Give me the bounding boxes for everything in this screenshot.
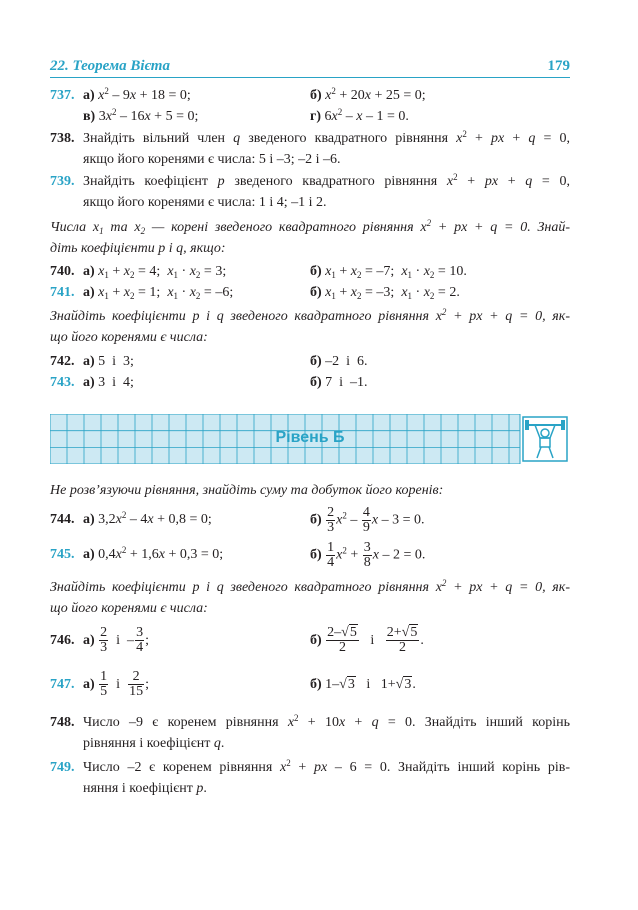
exercise-744 — [50, 506, 570, 534]
exercise-number: 739. — [50, 174, 75, 189]
exercise-text-cont: якщо його коренями є числа: 5 і –3; –2 і –6. — [83, 152, 341, 167]
level-banner — [50, 414, 570, 464]
exercise-738 — [50, 128, 570, 150]
item-a: а) $x^2 - 9x + 18 = 0$; — [83, 86, 191, 103]
exercise-737 — [50, 85, 570, 107]
section-title: 22. Теорема Вієта — [50, 58, 170, 74]
exercise-number: 747. — [50, 677, 75, 692]
exercise-738-cont — [50, 149, 570, 171]
instruction-2: Знайдіть коефіцієнти p і q зведеного квадратного рівняння $x^2$ + px + q = 0, як- — [50, 307, 571, 324]
item-b: б) 1–√3 і 1+√3. — [310, 677, 416, 692]
exercise-742 — [50, 351, 570, 373]
item-b: б) $\frac{2}{3}$ $x^2$ – $\frac{4}{9}$ x – 3 = 0. — [310, 505, 425, 535]
exercise-740 — [50, 261, 570, 283]
exercise-number: 738. — [50, 131, 75, 146]
item-b: б) –2 і 6. — [310, 354, 368, 369]
exercise-text: Знайдіть коефіцієнт p зведеного квадратного рівняння $x^2$ + px + q = 0, — [83, 172, 570, 189]
instruction-3: Не розв’язуючи рівняння, знайдіть суму та добуток його коренів: — [50, 483, 444, 498]
exercise-number: 743. — [50, 375, 75, 390]
instruction-4-cont: що його коренями є числа: — [50, 601, 208, 616]
item-a: а) 5 і 3; — [83, 354, 134, 369]
exercise-number: 746. — [50, 633, 75, 648]
exercise-number: 737. — [50, 88, 75, 103]
instruction-4: Знайдіть коефіцієнти p і q зведеного квадратного рівняння $x^2$ + px + q = 0, як- — [50, 578, 571, 595]
exercise-739 — [50, 171, 570, 193]
item-b: б) $\frac{2-√5}{2}$ і $\frac{2+√5}{2}$ . — [310, 625, 424, 656]
exercise-746 — [50, 626, 570, 656]
instruction-2-cont: що його коренями є числа: — [50, 330, 208, 345]
exercise-749 — [50, 757, 570, 779]
exercise-737-cont — [50, 106, 570, 128]
instruction-1-cont: діть коефіцієнти p і q, якщо: — [50, 241, 226, 256]
item-b: б) 7 і –1. — [310, 375, 368, 390]
item-a: а) $\frac{2}{3}$ і – $\frac{3}{4}$ ; — [83, 625, 149, 656]
exercise-text: Число –9 є коренем рівняння $x^2 + 10x + q = 0$. Знайдіть інший корінь — [83, 713, 570, 730]
exercise-text-cont: якщо його коренями є числа: 1 і 4; –1 і 2. — [83, 195, 327, 210]
item-b: б) $x^2 + 20x + 25 = 0$; — [310, 86, 426, 103]
weightlifter-icon — [522, 416, 568, 462]
exercise-number: 745. — [50, 547, 75, 562]
item-a: а) $\frac{1}{5}$ і $\frac{2}{15}$ ; — [83, 669, 149, 700]
exercise-745 — [50, 541, 570, 569]
exercise-number: 744. — [50, 512, 75, 527]
exercise-text: Число –2 є коренем рівняння $x^2$ + px – 6 = 0. Знайдіть інший корінь рів- — [83, 758, 570, 775]
exercise-number: 741. — [50, 285, 75, 300]
instruction-1: Числа $x_1$ та $x_2$ — корені зведеного квадратного рівняння $x^2$ + px + q = 0. Знай- — [50, 218, 570, 236]
exercise-text-cont: рівняння і коефіцієнт q. — [83, 736, 225, 751]
item-a: а) $0,4x^2 + 1,6x + 0,3 = 0$; — [83, 545, 224, 562]
exercise-text-cont: няння і коефіцієнт p. — [83, 781, 207, 796]
item-a: а) $x_1 + x_2 = 4$; $x_1 \cdot x_2 = 3$; — [83, 264, 227, 280]
item-d: г) $6x^2 - x - 1 = 0$. — [310, 107, 409, 124]
exercise-text: Знайдіть вільний член q зведеного квадратного рівняння $x^2$ + px + q = 0, — [83, 129, 570, 146]
header-divider — [50, 77, 570, 78]
item-a: а) 3 і 4; — [83, 375, 134, 390]
exercise-749-cont — [50, 778, 570, 800]
exercise-748 — [50, 712, 570, 734]
item-a: а) $3,2x^2 - 4x + 0,8 = 0$; — [83, 510, 212, 527]
item-b: б) $\frac{1}{4}$ $x^2$ + $\frac{3}{8}$ x – 2 = 0. — [310, 540, 426, 570]
exercise-741 — [50, 282, 570, 304]
exercise-739-cont — [50, 192, 570, 214]
exercise-743 — [50, 372, 570, 394]
item-c: в) $3x^2 - 16x + 5 = 0$; — [83, 107, 199, 124]
item-b: б) $x_1 + x_2 = -3$; $x_1 \cdot x_2 = 2$. — [310, 285, 460, 301]
page-header — [50, 58, 570, 80]
exercise-number: 748. — [50, 715, 75, 730]
item-b: б) $x_1 + x_2 = -7$; $x_1 \cdot x_2 = 10$. — [310, 264, 467, 280]
exercise-748-cont — [50, 733, 570, 755]
exercise-number: 740. — [50, 264, 75, 279]
level-title: Рівень Б — [275, 429, 345, 446]
page-number: 179 — [547, 58, 570, 74]
exercise-number: 742. — [50, 354, 75, 369]
exercise-747 — [50, 670, 570, 700]
exercise-number: 749. — [50, 760, 75, 775]
item-a: а) $x_1 + x_2 = 1$; $x_1 \cdot x_2 = -6$; — [83, 285, 234, 301]
